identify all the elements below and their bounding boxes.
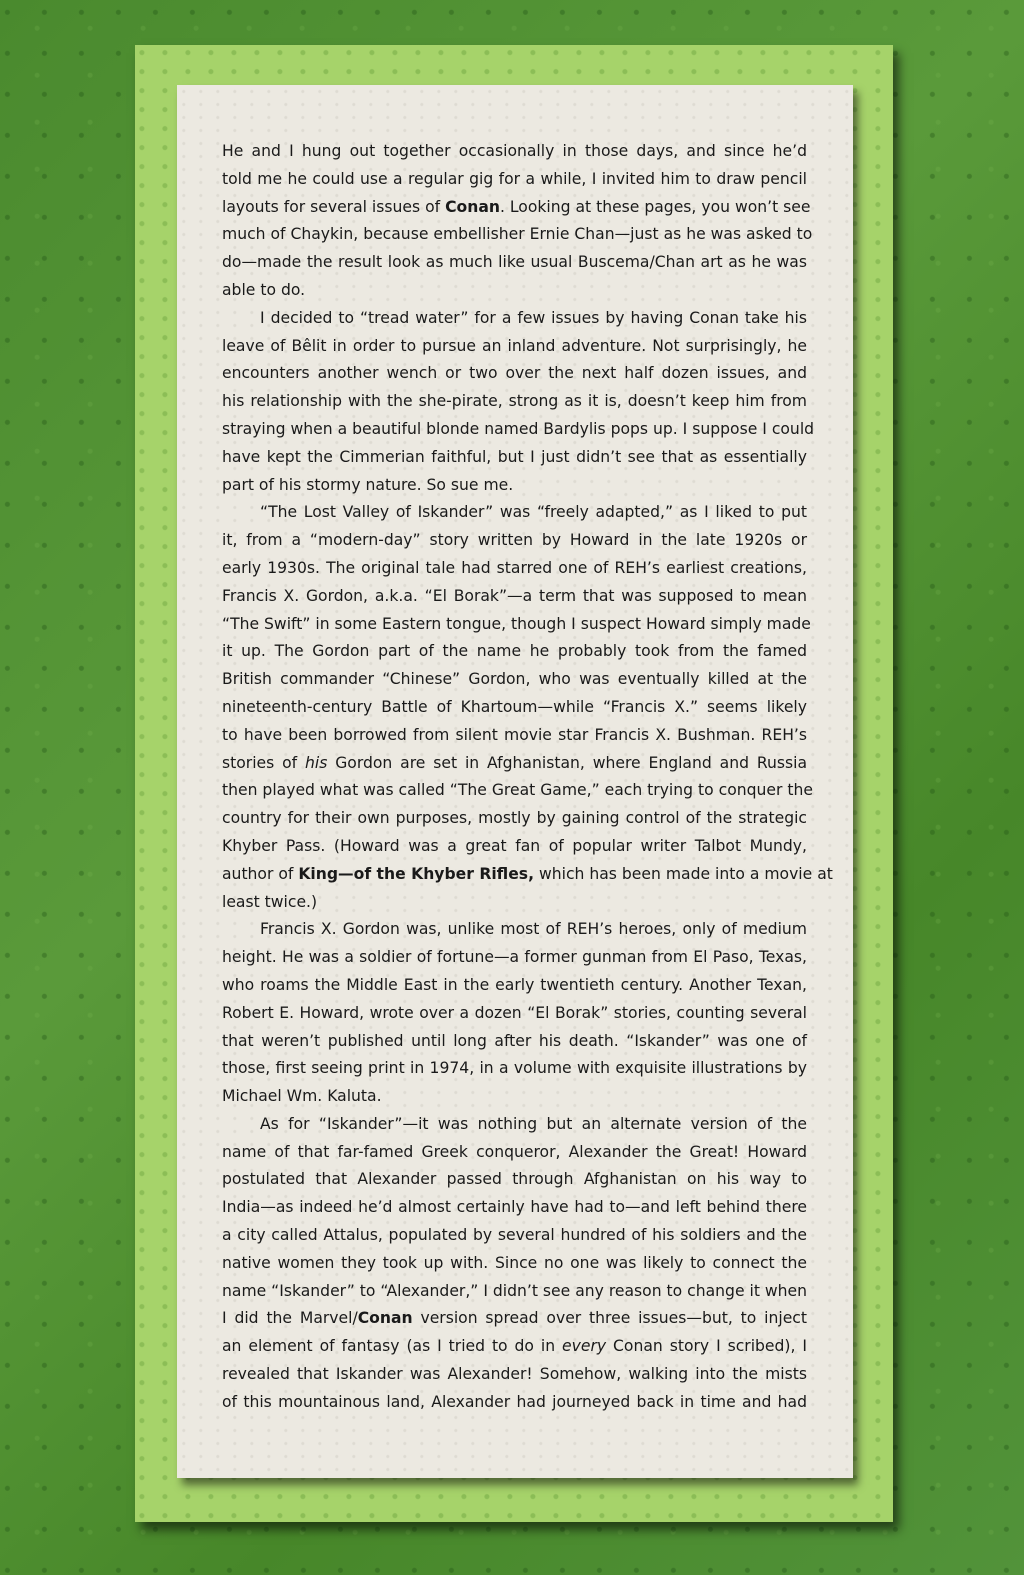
text-line xyxy=(222,944,807,972)
text-segment: As for “Iskander”—it was nothing but an alternate version of the xyxy=(260,1114,807,1133)
text-segment: version spread over three issues—but, to inject xyxy=(412,1309,807,1328)
text-line xyxy=(222,1000,807,1028)
text-line xyxy=(222,277,807,305)
text-line xyxy=(222,1389,807,1417)
text-line xyxy=(222,1361,807,1389)
text-line xyxy=(222,1166,807,1194)
text-segment: able to do. xyxy=(222,280,306,299)
text-segment: a city called Attalus, populated by several hundred of his soldiers and the xyxy=(222,1226,807,1245)
text-segment: encounters another wench or two over the next half dozen issues, and xyxy=(222,364,807,383)
text-segment: who roams the Middle East in the early twentieth century. Another Texan, xyxy=(222,975,807,994)
text-segment: of this mountainous land, Alexander had journeyed back in time and had xyxy=(222,1392,807,1411)
text-segment: height. He was a soldier of fortune—a former gunman from El Paso, Texas, xyxy=(222,948,807,967)
text-line xyxy=(222,750,807,778)
article-body xyxy=(222,138,833,1417)
text-line xyxy=(222,611,811,639)
text-line xyxy=(222,444,807,472)
text-line xyxy=(222,1139,807,1167)
text-segment: India—as indeed he’d almost certainly have had to—and left behind there xyxy=(222,1198,807,1217)
text-segment: Gordon are set in Afghanistan, where England and Russia xyxy=(327,753,808,772)
text-segment: early 1930s. The original tale had starred one of REH’s earliest creations, xyxy=(222,558,807,577)
text-segment: British commander “Chinese” Gordon, who was eventually killed at the xyxy=(222,670,807,689)
text-segment: Conan story I scribed), I xyxy=(606,1337,807,1356)
text-segment: country for their own purposes, mostly by gaining control of the strategic xyxy=(222,809,807,828)
text-segment: least twice.) xyxy=(222,892,318,911)
italic-emphasis: every xyxy=(562,1337,607,1356)
text-line xyxy=(222,666,807,694)
text-segment: those, first seeing print in 1974, in a volume with exquisite illustrations by xyxy=(222,1059,807,1078)
bold-title: Conan xyxy=(357,1309,413,1328)
text-segment: layouts for several issues of xyxy=(222,197,446,216)
text-line xyxy=(222,1305,807,1333)
text-segment: revealed that Iskander was Alexander! Somehow, walking into the mists xyxy=(222,1365,807,1384)
text-segment: native women they took up with. Since no one was likely to connect the xyxy=(222,1253,807,1272)
text-segment: Robert E. Howard, wrote over a dozen “El Borak” stories, counting several xyxy=(222,1003,807,1022)
text-line xyxy=(222,1083,807,1111)
text-line xyxy=(222,805,807,833)
bold-title: Conan xyxy=(445,197,500,216)
text-segment: “The Swift” in some Eastern tongue, though I suspect Howard simply made xyxy=(222,614,811,633)
text-line xyxy=(222,1111,807,1139)
text-segment: which has been made into a movie at xyxy=(534,864,833,883)
text-segment: He and I hung out together occasionally in those days, and since he’d xyxy=(222,142,807,160)
text-segment: stories of xyxy=(222,753,306,772)
text-line xyxy=(222,1250,807,1278)
text-line xyxy=(222,694,807,722)
text-segment: leave of Bêlit in order to pursue an inland adventure. Not surprisingly, he xyxy=(222,336,807,355)
text-segment: nineteenth-century Battle of Khartoum—while “Francis X.” seems likely xyxy=(222,697,807,716)
text-line xyxy=(222,916,807,944)
text-line xyxy=(222,527,807,555)
text-line xyxy=(222,889,807,917)
text-line xyxy=(222,777,813,805)
text-segment: then played what was called “The Great Game,” each trying to conquer the xyxy=(222,781,813,800)
text-line xyxy=(222,221,813,249)
text-segment: it up. The Gordon part of the name he probably took from the famed xyxy=(222,642,807,661)
text-line xyxy=(222,555,807,583)
text-segment: Francis X. Gordon was, unlike most of REH’s heroes, only of medium xyxy=(260,920,807,939)
text-line xyxy=(222,833,807,861)
text-line xyxy=(222,972,807,1000)
italic-emphasis: his xyxy=(305,753,328,772)
text-segment: “The Lost Valley of Iskander” was “freely adapted,” as I liked to put xyxy=(260,503,807,522)
text-line xyxy=(222,166,807,194)
text-segment: an element of fantasy (as I tried to do in xyxy=(222,1337,563,1356)
text-segment: Khyber Pass. (Howard was a great fan of popular writer Talbot Mundy, xyxy=(222,836,807,855)
text-segment: that weren’t published until long after his death. “Iskander” was one of xyxy=(222,1031,807,1050)
text-segment: I did the Marvel/ xyxy=(222,1309,358,1328)
text-line xyxy=(222,1333,807,1361)
text-line xyxy=(222,722,807,750)
text-line xyxy=(222,305,807,333)
text-segment: do—made the result look as much like usual Buscema/Chan art as he was xyxy=(222,253,807,272)
text-segment: Michael Wm. Kaluta. xyxy=(222,1087,382,1106)
text-line xyxy=(222,1222,807,1250)
text-line xyxy=(222,388,807,416)
text-segment: straying when a beautiful blonde named Bardylis pops up. I suppose I could xyxy=(222,419,815,438)
text-segment: postulated that Alexander passed through Afghanistan on his way to xyxy=(222,1170,807,1189)
text-line xyxy=(222,360,807,388)
text-segment: I decided to “tread water” for a few issues by having Conan take his xyxy=(260,308,807,327)
text-line xyxy=(222,1278,807,1306)
text-line xyxy=(222,1055,807,1083)
text-segment: much of Chaykin, because embellisher Ernie Chan—just as he was asked to xyxy=(222,225,813,244)
text-line xyxy=(222,333,807,361)
text-line xyxy=(222,638,807,666)
text-segment: Francis X. Gordon, a.k.a. “El Borak”—a term that was supposed to mean xyxy=(222,586,807,605)
text-line xyxy=(222,472,807,500)
bold-title: King—of the Khyber Rifles, xyxy=(298,864,535,883)
text-line xyxy=(222,1194,807,1222)
text-line xyxy=(222,499,807,527)
text-line xyxy=(222,194,811,222)
text-segment: have kept the Cimmerian faithful, but I just didn’t see that as essentially xyxy=(222,447,807,466)
text-segment: . Looking at these pages, you won’t see xyxy=(499,197,811,216)
text-line xyxy=(222,861,833,889)
text-line xyxy=(222,138,807,166)
text-line xyxy=(222,249,807,277)
text-segment: to have been borrowed from silent movie star Francis X. Bushman. REH’s xyxy=(222,725,807,744)
text-line xyxy=(222,583,807,611)
text-line xyxy=(222,1028,807,1056)
text-segment: it, from a “modern-day” story written by Howard in the late 1920s or xyxy=(222,531,807,550)
text-segment: name “Iskander” to “Alexander,” I didn’t see any reason to change it when xyxy=(222,1281,808,1300)
text-segment: his relationship with the she-pirate, strong as it is, doesn’t keep him from xyxy=(222,392,807,411)
text-line xyxy=(222,416,815,444)
text-segment: name of that far-famed Greek conqueror, Alexander the Great! Howard xyxy=(222,1142,807,1161)
text-segment: author of xyxy=(222,864,299,883)
text-segment: part of his stormy nature. So sue me. xyxy=(222,475,514,494)
text-segment: told me he could use a regular gig for a while, I invited him to draw pencil xyxy=(222,169,807,188)
